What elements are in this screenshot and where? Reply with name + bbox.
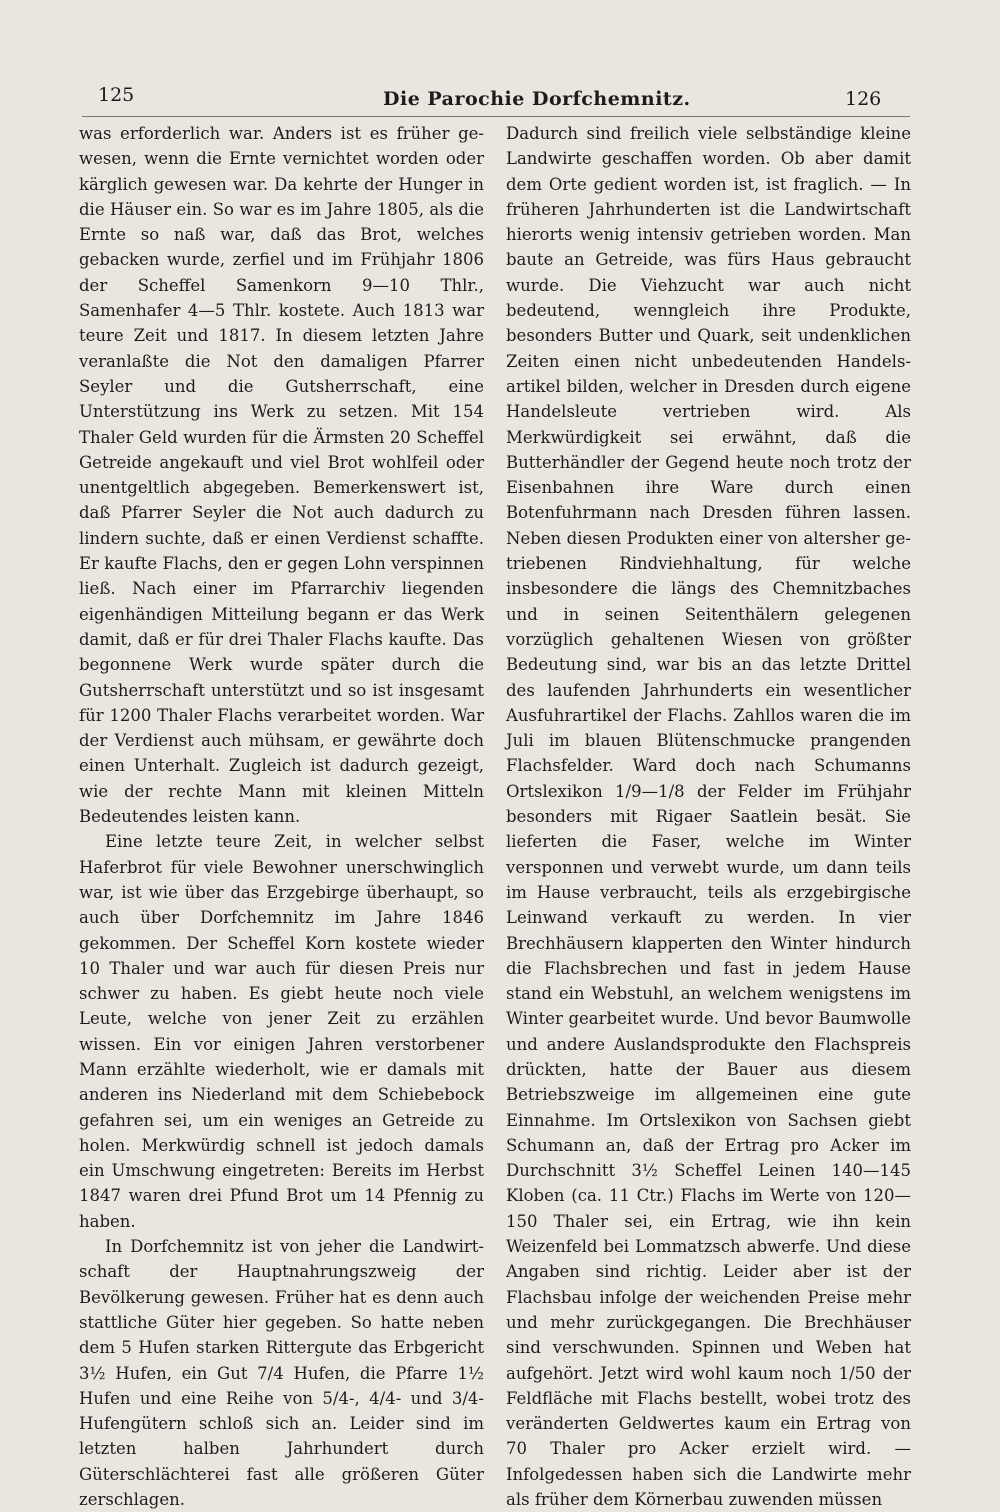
paragraph: In Dorfchemnitz ist von jeher die Landwirtschaft der Hauptnahrungszweig der Bevölkerung gewesen. Früher hat es denn auch stattliche Güter hier gegeben. So hatte neben dem 5 Hufen starken Rittergute das Erbgericht 3½ Hufen, ein Gut 7/4 Hufen, die Pfarre 1½ Hufen und eine Reihe von 5/4-, 4/4- und 3/4-Hufengütern schloß sich an. Leider sind im letzten halben Jahrhundert durch Güterschlächterei fast alle größeren Güter zerschlagen. bbox=[79, 1237, 484, 1510]
page-number-left: 125 bbox=[98, 84, 135, 106]
right-column bbox=[506, 121, 911, 1512]
running-title: Die Parochie Dorfchemnitz. bbox=[383, 88, 691, 110]
paragraph: Eine letzte teure Zeit, in welcher selbst Haferbrot für viele Bewohner unerschwinglich war, ist wie über das Erzgebirge überhaupt, so auch über Dorfchemnitz im Jahre 1846 gekommen. Der Scheffel Korn kostete wieder 10 Thaler und war auch für diesen Preis nur schwer zu haben. Es giebt heute noch viele Leute, welche von jener Zeit zu erzählen wissen. Ein vor einigen Jahren verstorbener Mann erzählte wiederholt, wie er damals mit anderen ins Niederland mit dem Schiebebock gefahren sei, um ein weniges an Getreide zu holen. Merkwürdig schnell ist jedoch damals ein Umschwung eingetreten: Bereits im Herbst 1847 waren drei Pfund Brot um 14 Pfennig zu haben. bbox=[79, 832, 484, 1231]
header-rule bbox=[82, 116, 910, 117]
paragraph: Dadurch sind freilich viele selbständige kleine Landwirte geschaffen worden. Ob aber damit dem Orte gedient worden ist, ist fraglich. — In früheren Jahrhunderten ist die Landwirtschaft hierorts wenig intensiv getrieben worden. Man baute an Getreide, was fürs Haus gebraucht wurde. Die Viehzucht war auch nicht bedeutend, wenngleich ihre Produkte, besonders Butter und Quark, seit undenklichen Zeiten einen nicht unbedeutenden Handelsartikel bilden, welcher in Dresden durch eigene Handelsleute vertrieben wird. Als Merkwürdigkeit sei erwähnt, daß die Butterhändler der Gegend heute noch trotz der Eisenbahnen ihre Ware durch einen Botenfuhrmann nach Dresden führen lassen. Neben diesen Produkten einer von altersher getriebenen Rindviehhaltung, für welche insbesondere die längs des Chemnitzbaches und in seinen Seitenthälern gelegenen vorzüglich gehaltenen Wiesen von größter Bedeutung sind, war bis an das letzte Drittel des laufenden Jahrhunderts ein wesentlicher Ausfuhrartikel der Flachs. Zahllos waren die im Juli im blauen Blütenschmucke prangenden Flachsfelder. Ward doch nach Schumanns Ortslexikon 1/9—1/8 der Felder im Frühjahr besonders mit Rigaer Saatlein besät. Sie lieferten die Faser, welche im Winter versponnen und verwebt wurde, um dann teils im Hause verbraucht, teils als erzgebirgische Leinwand verkauft zu werden. In vier Brechhäusern klapperten den Winter hindurch die Flachsbrechen und fast in jedem Hause stand ein Webstuhl, an welchem wenigstens im Winter gearbeitet wurde. Und bevor Baumwolle und andere Auslandsprodukte den Flachspreis drückten, hatte der Bauer aus diesem Betriebszweige im allgemeinen eine gute Einnahme. Im Ortslexikon von Sachsen giebt Schumann an, daß der Ertrag pro Acker im Durchschnitt 3½ Scheffel Leinen 140—145 Kloben (ca. 11 Ctr.) Flachs im Werte von 120—150 Thaler sei, ein Ertrag, wie ihn kein Weizenfeld bei Lommatzsch abwerfe. Und diese Angaben sind richtig. Leider aber ist der Flachsbau infolge der weichenden Preise mehr und mehr zurückgegangen. Die Brechhäuser sind verschwunden. Spinnen und Weben hat aufgehört. Jetzt wird wohl kaum noch 1/50 der Feldfläche mit Flachs bestellt, wobei trotz des veränderten Geldwertes kaum ein Ertrag von 70 Thaler pro Acker erzielt wird. — Infolgedessen haben sich die Landwirte mehr als früher dem Körnerbau zuwenden müssen bbox=[506, 124, 911, 1510]
page-number-right: 126 bbox=[845, 88, 882, 110]
left-column bbox=[79, 121, 484, 1512]
paragraph: was erforderlich war. Anders ist es früher gewesen, wenn die Ernte vernichtet worden oder kärglich gewesen war. Da kehrte der Hunger in die Häuser ein. So war es im Jahre 1805, als die Ernte so naß war, daß das Brot, welches gebacken wurde, zerfiel und im Frühjahr 1806 der Scheffel Samenkorn 9—10 Thlr., Samenhafer 4—5 Thlr. kostete. Auch 1813 war teure Zeit und 1817. In diesem letzten Jahre veranlaßte die Not den damaligen Pfarrer Seyler und die Gutsherrschaft, eine Unterstützung ins Werk zu setzen. Mit 154 Thaler Geld wurden für die Ärmsten 20 Scheffel Getreide angekauft und viel Brot wohlfeil oder unentgeltlich abgegeben. Bemerkenswert ist, daß Pfarrer Seyler die Not auch dadurch zu lindern suchte, daß er einen Verdienst schaffte. Er kaufte Flachs, den er gegen Lohn verspinnen ließ. Nach einer im Pfarrarchiv liegenden eigenhändigen Mitteilung begann er das Werk damit, daß er für drei Thaler Flachs kaufte. Das begonnene Werk wurde später durch die Gutsherrschaft unterstützt und so ist insgesamt für 1200 Thaler Flachs verarbeitet worden. War der Verdienst auch mühsam, er gewährte doch einen Unterhalt. Zugleich ist dadurch gezeigt, wie der rechte Mann mit kleinen Mitteln Bedeutendes leisten kann. bbox=[79, 124, 484, 827]
